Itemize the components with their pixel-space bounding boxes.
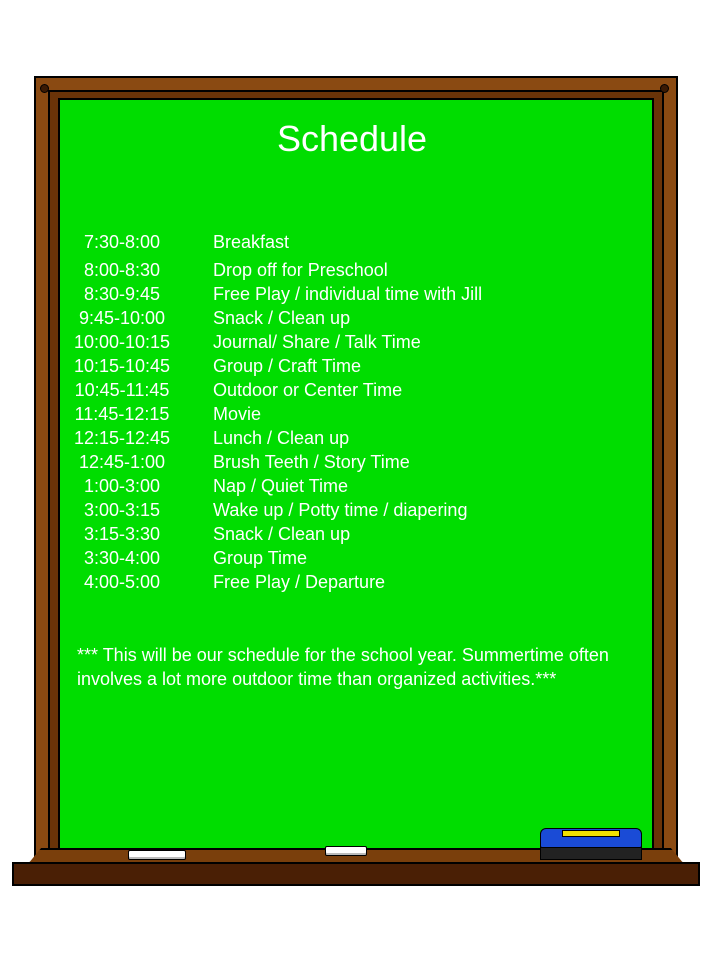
schedule-time-cell: [60, 403, 184, 425]
schedule-time-cell: [60, 427, 184, 449]
schedule-time-cell: [60, 283, 184, 305]
schedule-time: 11:45-12:15: [74, 404, 170, 424]
schedule-time-cell: [60, 475, 184, 497]
schedule-time-cell: [60, 355, 184, 377]
schedule-row: [0, 331, 704, 353]
schedule-row: [0, 427, 704, 449]
schedule-activity: Breakfast: [213, 232, 290, 252]
schedule-time-cell: [60, 379, 184, 401]
schedule-time: 9:45-10:00: [78, 308, 166, 328]
schedule-time: 10:45-11:45: [74, 380, 170, 400]
schedule-row: [0, 451, 704, 473]
schedule-activity: Journal/ Share / Talk Time: [213, 332, 421, 352]
schedule-row: [0, 231, 704, 253]
schedule-activity: Wake up / Potty time / diapering: [213, 500, 468, 520]
eraser-label: [562, 830, 620, 837]
schedule-time: 8:30-9:45: [83, 284, 161, 304]
schedule-time-cell: [60, 523, 184, 545]
schedule-activity: Group / Craft Time: [213, 356, 362, 376]
schedule-row: [0, 259, 704, 281]
schedule-row: [0, 523, 704, 545]
schedule-time-cell: [60, 547, 184, 569]
schedule-time-cell: [60, 571, 184, 593]
schedule-activity: Free Play / individual time with Jill: [213, 284, 483, 304]
schedule-activity: Brush Teeth / Story Time: [213, 452, 410, 472]
screw-icon: [660, 84, 669, 93]
schedule-time: 3:00-3:15: [83, 500, 161, 520]
schedule-time-cell: [60, 231, 184, 253]
schedule-row: [0, 571, 704, 593]
schedule-time-cell: [60, 331, 184, 353]
schedule-activity: Outdoor or Center Time: [213, 380, 403, 400]
schedule-activity: Snack / Clean up: [213, 308, 351, 328]
chalkboard: [58, 98, 654, 850]
schedule-activity: Free Play / Departure: [213, 572, 386, 592]
schedule-time-cell: [60, 499, 184, 521]
schedule-time: 8:00-8:30: [83, 260, 161, 280]
schedule-note: *** This will be our schedule for the school year. Summertime often involves a lot more outdoor time than organized activities.***: [77, 645, 609, 689]
schedule-row: [0, 307, 704, 329]
schedule-row: [0, 499, 704, 521]
eraser-felt: [540, 846, 642, 860]
schedule-time: 3:15-3:30: [83, 524, 161, 544]
schedule-row: [0, 379, 704, 401]
screw-icon: [40, 84, 49, 93]
chalk-stick-icon: [325, 846, 367, 856]
schedule-time: 10:15-10:45: [73, 356, 171, 376]
schedule-row: [0, 283, 704, 305]
schedule-time: 10:00-10:15: [73, 332, 171, 352]
schedule-time: 12:15-12:45: [73, 428, 171, 448]
schedule-row: [0, 475, 704, 497]
schedule-time: 12:45-1:00: [78, 452, 166, 472]
schedule-activity: Lunch / Clean up: [213, 428, 350, 448]
schedule-activity: Group Time: [213, 548, 308, 568]
schedule-row: [0, 547, 704, 569]
eraser-icon: [540, 826, 642, 862]
schedule-time: 3:30-4:00: [83, 548, 161, 568]
schedule-time-cell: [60, 451, 184, 473]
schedule-time-cell: [60, 307, 184, 329]
chalk-stick-icon: [128, 850, 186, 860]
schedule-activity: Movie: [213, 404, 262, 424]
schedule-time: 1:00-3:00: [83, 476, 161, 496]
chalk-tray-base: [12, 862, 700, 886]
schedule-row: [0, 403, 704, 425]
schedule-time: 4:00-5:00: [83, 572, 161, 592]
schedule-row: [0, 355, 704, 377]
schedule-activity: Drop off for Preschool: [213, 260, 388, 280]
schedule-activity: Snack / Clean up: [213, 524, 351, 544]
schedule-time-cell: [60, 259, 184, 281]
schedule-activity: Nap / Quiet Time: [213, 476, 349, 496]
schedule-time: 7:30-8:00: [83, 232, 161, 252]
page-title: Schedule: [276, 118, 428, 159]
